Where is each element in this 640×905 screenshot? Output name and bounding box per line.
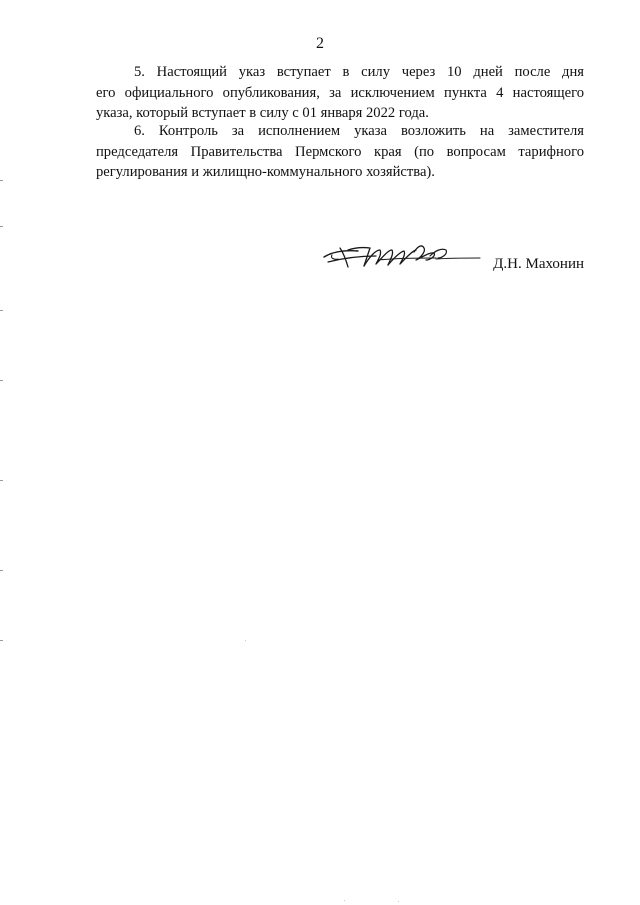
page-number: 2 — [316, 35, 324, 52]
paragraph-line: его официального опубликования, за исключением пункта 4 настоящего — [96, 84, 584, 101]
scan-speck — [344, 900, 345, 901]
paragraph-line: председателя Правительства Пермского края (по вопросам тарифного — [96, 143, 584, 160]
paragraph-5 — [96, 62, 584, 124]
paragraph-line: 5. Настоящий указ вступает в силу через 10 дней после дня — [134, 64, 584, 80]
signer-name: Д.Н. Махонин — [493, 256, 584, 272]
paragraph-6 — [96, 121, 584, 183]
scan-margin-marks — [0, 180, 4, 650]
paragraph-line: указа, который вступает в силу с 01 января 2022 года. — [96, 105, 429, 121]
scan-speck — [245, 640, 246, 641]
handwritten-signature — [318, 238, 484, 272]
paragraph-line: 6. Контроль за исполнением указа возложить на заместителя — [134, 123, 584, 139]
paragraph-line: регулирования и жилищно-коммунального хозяйства). — [96, 164, 435, 180]
scan-speck — [398, 901, 399, 902]
